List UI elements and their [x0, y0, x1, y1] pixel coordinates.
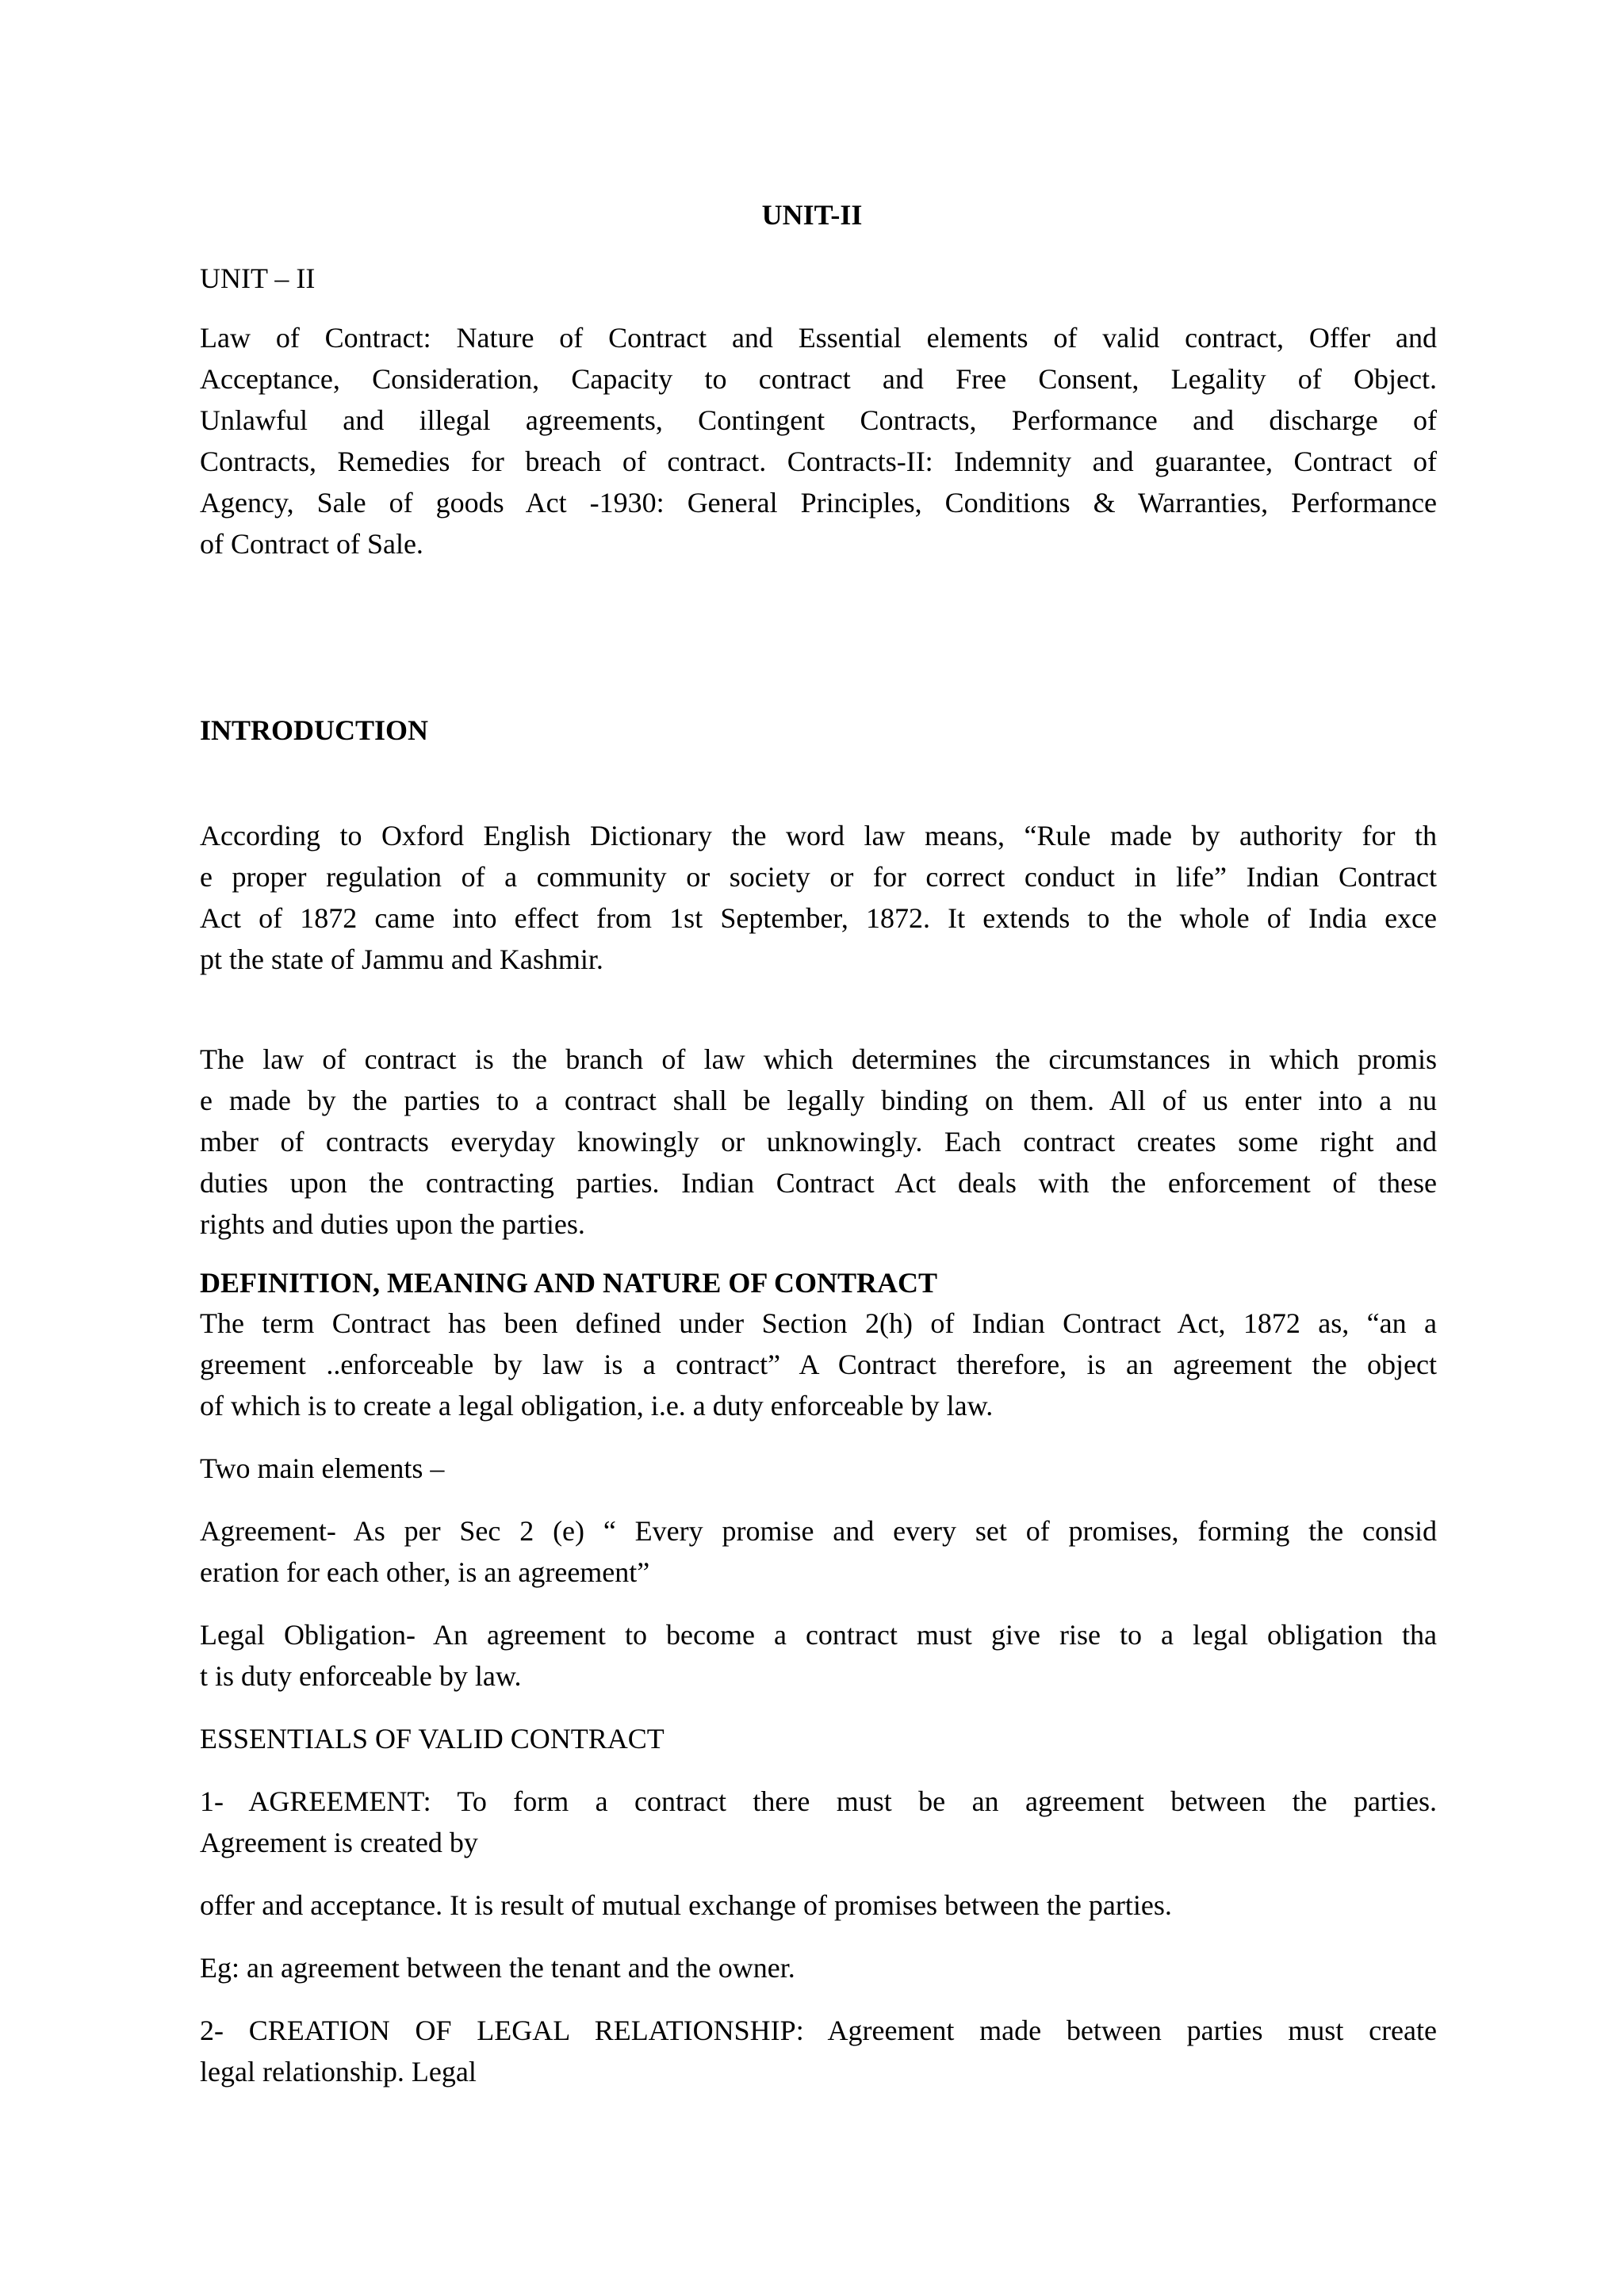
paragraph-line: of which is to create a legal obligation, i.e. a duty enforceable by law.: [200, 1390, 994, 1422]
syllabus-line: Acceptance, Consideration, Capacity to contract and Free Consent, Legality of Object.: [200, 363, 1437, 395]
unit-subtitle: UNIT – II: [200, 262, 316, 294]
syllabus-line: Contracts, Remedies for breach of contract. Contracts-II: Indemnity and guarantee, Contract of: [200, 446, 1437, 477]
paragraph-line: e proper regulation of a community or society or for correct conduct in life” Indian Contract: [200, 861, 1437, 893]
two-main-elements: Two main elements –: [200, 1452, 445, 1484]
paragraph-line: The law of contract is the branch of law which determines the circumstances in which promis: [200, 1043, 1437, 1075]
paragraph-line: Legal Obligation- An agreement to become a contract must give rise to a legal obligation tha: [200, 1619, 1437, 1651]
paragraph-line: legal relationship. Legal: [200, 2056, 477, 2087]
paragraph-line: rights and duties upon the parties.: [200, 1208, 585, 1240]
syllabus-line: Unlawful and illegal agreements, Contingent Contracts, Performance and discharge of: [200, 404, 1437, 436]
syllabus-line: Agency, Sale of goods Act -1930: General Principles, Conditions & Warranties, Performance: [200, 487, 1437, 519]
paragraph-line: duties upon the contracting parties. Indian Contract Act deals with the enforcement of these: [200, 1167, 1437, 1199]
paragraph-line: pt the state of Jammu and Kashmir.: [200, 943, 603, 975]
paragraph-line: Agreement is created by: [200, 1827, 478, 1858]
paragraph-line: 2- CREATION OF LEGAL RELATIONSHIP: Agreement made between parties must create: [200, 2015, 1437, 2046]
paragraph-line: greement ..enforceable by law is a contract” A Contract therefore, is an agreement the object: [200, 1349, 1437, 1380]
essential-item-1-example: Eg: an agreement between the tenant and the owner.: [200, 1952, 795, 1984]
syllabus-line: of Contract of Sale.: [200, 528, 423, 560]
syllabus-line: Law of Contract: Nature of Contract and Essential elements of valid contract, Offer and: [200, 322, 1437, 354]
paragraph-line: eration for each other, is an agreement”: [200, 1556, 650, 1588]
paragraph-line: The term Contract has been defined under Section 2(h) of Indian Contract Act, 1872 as, “an a: [200, 1307, 1437, 1339]
introduction-heading: INTRODUCTION: [200, 714, 429, 746]
essentials-heading: ESSENTIALS OF VALID CONTRACT: [200, 1723, 665, 1755]
paragraph-line: t is duty enforceable by law.: [200, 1660, 522, 1692]
page-title: UNIT-II: [761, 199, 863, 231]
paragraph-line: mber of contracts everyday knowingly or unknowingly. Each contract creates some right and: [200, 1126, 1437, 1158]
paragraph-line: e made by the parties to a contract shall be legally binding on them. All of us enter into a nu: [200, 1085, 1437, 1116]
definition-heading: DEFINITION, MEANING AND NATURE OF CONTRACT: [200, 1267, 938, 1299]
essential-item-1-continuation: offer and acceptance. It is result of mutual exchange of promises between the parties.: [200, 1889, 1172, 1921]
paragraph-line: Agreement- As per Sec 2 (e) “ Every promise and every set of promises, forming the consid: [200, 1515, 1437, 1547]
paragraph-line: 1- AGREEMENT: To form a contract there must be an agreement between the parties.: [200, 1785, 1437, 1817]
paragraph-line: Act of 1872 came into effect from 1st September, 1872. It extends to the whole of India exce: [200, 902, 1437, 934]
paragraph-line: According to Oxford English Dictionary the word law means, “Rule made by authority for th: [200, 820, 1437, 851]
